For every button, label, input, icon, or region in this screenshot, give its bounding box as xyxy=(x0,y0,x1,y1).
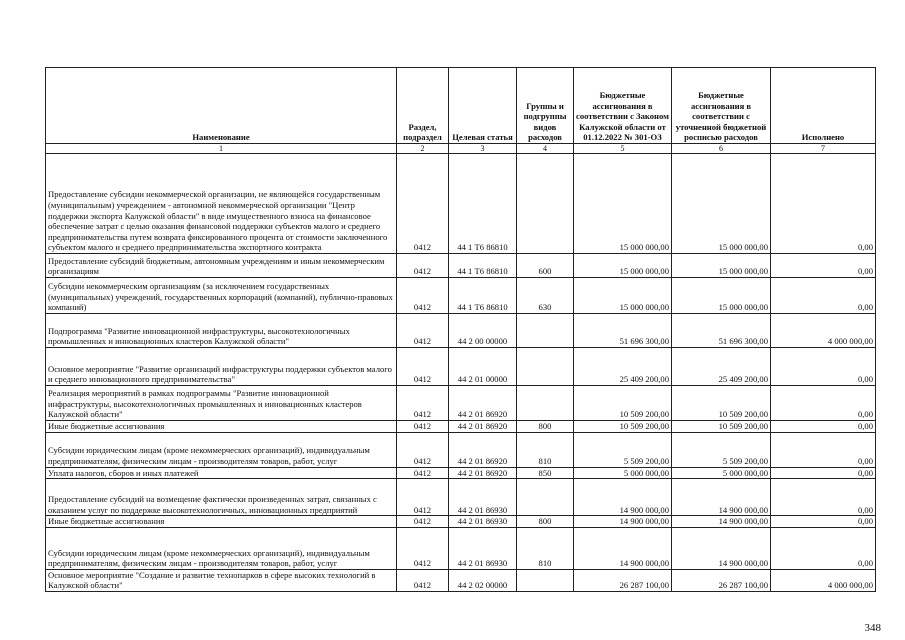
column-number: 3 xyxy=(449,144,517,154)
row-law-amount: 14 900 000,00 xyxy=(574,479,672,516)
row-section: 0412 xyxy=(397,421,449,433)
row-executed-amount: 4 000 000,00 xyxy=(771,569,876,591)
row-group xyxy=(517,314,574,348)
header-section: Раздел, подраздел xyxy=(397,68,449,144)
row-section: 0412 xyxy=(397,386,449,421)
row-revised-amount: 10 509 200,00 xyxy=(672,386,771,421)
row-name: Уплата налогов, сборов и иных платежей xyxy=(46,467,397,479)
row-target: 44 2 01 86920 xyxy=(449,432,517,467)
row-group: 810 xyxy=(517,432,574,467)
row-section: 0412 xyxy=(397,479,449,516)
row-section: 0412 xyxy=(397,516,449,528)
header-executed: Исполнено xyxy=(771,68,876,144)
table-row xyxy=(46,254,876,278)
budget-table xyxy=(45,67,876,592)
table-row xyxy=(46,516,876,528)
header-groups: Группы и подгруппы видов расходов xyxy=(517,68,574,144)
row-target: 44 2 01 86920 xyxy=(449,421,517,433)
row-group xyxy=(517,479,574,516)
row-group: 800 xyxy=(517,516,574,528)
row-target: 44 2 00 00000 xyxy=(449,314,517,348)
row-section: 0412 xyxy=(397,432,449,467)
row-section: 0412 xyxy=(397,348,449,386)
row-target: 44 2 02 00000 xyxy=(449,569,517,591)
table-row xyxy=(46,467,876,479)
row-law-amount: 51 696 300,00 xyxy=(574,314,672,348)
row-name: Предоставление субсидии некоммерческой организации, не являющейся государственным (муниципальным) учреждением - автономной некоммерческой организации "Центр поддержки экспорта Калужской области" в виде имущественного взноса на финансовое обеспечение затрат с целью оказания финансовой поддержки субъектов малого и среднего предпринимательства путем возврата фиксированного процента от стоимости заключенного субъектом малого и среднего предпринимательства экспортного контракта xyxy=(46,154,397,254)
row-law-amount: 15 000 000,00 xyxy=(574,254,672,278)
row-name: Реализация мероприятий в рамках подпрограммы "Развитие инновационной инфраструктуры, высокотехнологичных промышленных и инновационных кластеров Калужской области" xyxy=(46,386,397,421)
row-name: Иные бюджетные ассигнования xyxy=(46,516,397,528)
row-group xyxy=(517,154,574,254)
row-executed-amount: 0,00 xyxy=(771,516,876,528)
row-target: 44 2 01 86930 xyxy=(449,479,517,516)
row-group xyxy=(517,348,574,386)
header-law: Бюджетные ассигнования в соответствии с Законом Калужской области от 01.12.2022 № 301-ОЗ xyxy=(574,68,672,144)
row-section: 0412 xyxy=(397,527,449,569)
row-name: Основное мероприятие "Развитие организаций инфраструктуры поддержки субъектов малого и среднего инновационного предпринимательства" xyxy=(46,348,397,386)
column-number: 1 xyxy=(46,144,397,154)
row-revised-amount: 14 900 000,00 xyxy=(672,516,771,528)
row-executed-amount: 0,00 xyxy=(771,479,876,516)
row-target: 44 2 01 86920 xyxy=(449,386,517,421)
row-target: 44 1 Т6 86810 xyxy=(449,254,517,278)
row-section: 0412 xyxy=(397,154,449,254)
column-number-row xyxy=(46,144,876,154)
row-name: Субсидии некоммерческим организациям (за исключением государственных (муниципальных) учреждений, государственных корпораций (компаний), публично-правовых компаний) xyxy=(46,278,397,314)
header-name: Наименование xyxy=(46,68,397,144)
row-section: 0412 xyxy=(397,278,449,314)
row-law-amount: 14 900 000,00 xyxy=(574,516,672,528)
row-name: Иные бюджетные ассигнования xyxy=(46,421,397,433)
header-revised: Бюджетные ассигнования в соответствии с уточненной бюджетной росписью расходов xyxy=(672,68,771,144)
row-revised-amount: 15 000 000,00 xyxy=(672,154,771,254)
column-number: 4 xyxy=(517,144,574,154)
row-group xyxy=(517,386,574,421)
row-law-amount: 10 509 200,00 xyxy=(574,386,672,421)
row-revised-amount: 5 509 200,00 xyxy=(672,432,771,467)
row-law-amount: 15 000 000,00 xyxy=(574,154,672,254)
row-executed-amount: 4 000 000,00 xyxy=(771,314,876,348)
row-name: Подпрограмма "Развитие инновационной инфраструктуры, высокотехнологичных промышленных и инновационных кластеров Калужской области" xyxy=(46,314,397,348)
row-target: 44 2 01 00000 xyxy=(449,348,517,386)
row-revised-amount: 10 509 200,00 xyxy=(672,421,771,433)
column-number: 7 xyxy=(771,144,876,154)
row-executed-amount: 0,00 xyxy=(771,254,876,278)
row-name: Предоставление субсидий бюджетным, автономным учреждениям и иным некоммерческим организациям xyxy=(46,254,397,278)
row-executed-amount: 0,00 xyxy=(771,386,876,421)
row-executed-amount: 0,00 xyxy=(771,432,876,467)
row-law-amount: 15 000 000,00 xyxy=(574,278,672,314)
row-executed-amount: 0,00 xyxy=(771,154,876,254)
row-revised-amount: 5 000 000,00 xyxy=(672,467,771,479)
row-name: Предоставление субсидий на возмещение фактически произведенных затрат, связанных с оказанием услуг по поддержке высокотехнологичных, инновационных предприятий xyxy=(46,479,397,516)
row-group: 800 xyxy=(517,421,574,433)
row-target: 44 2 01 86930 xyxy=(449,516,517,528)
row-executed-amount: 0,00 xyxy=(771,348,876,386)
row-group: 850 xyxy=(517,467,574,479)
row-executed-amount: 0,00 xyxy=(771,527,876,569)
row-law-amount: 25 409 200,00 xyxy=(574,348,672,386)
row-executed-amount: 0,00 xyxy=(771,467,876,479)
row-law-amount: 5 000 000,00 xyxy=(574,467,672,479)
row-section: 0412 xyxy=(397,254,449,278)
row-revised-amount: 14 900 000,00 xyxy=(672,527,771,569)
row-section: 0412 xyxy=(397,467,449,479)
row-law-amount: 26 287 100,00 xyxy=(574,569,672,591)
table-row xyxy=(46,348,876,386)
table-row xyxy=(46,314,876,348)
table-row xyxy=(46,386,876,421)
page-number: 348 xyxy=(864,622,881,634)
row-name: Основное мероприятие "Создание и развитие технопарков в сфере высоких технологий в Калужской области" xyxy=(46,569,397,591)
row-group: 630 xyxy=(517,278,574,314)
column-number: 2 xyxy=(397,144,449,154)
row-executed-amount: 0,00 xyxy=(771,278,876,314)
row-target: 44 1 Т6 86810 xyxy=(449,154,517,254)
row-executed-amount: 0,00 xyxy=(771,421,876,433)
row-group: 810 xyxy=(517,527,574,569)
row-name: Субсидии юридическим лицам (кроме некоммерческих организаций), индивидуальным предпринимателям, физическим лицам - производителям товаров, работ, услуг xyxy=(46,432,397,467)
table-row xyxy=(46,479,876,516)
row-law-amount: 14 900 000,00 xyxy=(574,527,672,569)
row-revised-amount: 26 287 100,00 xyxy=(672,569,771,591)
row-target: 44 2 01 86920 xyxy=(449,467,517,479)
row-revised-amount: 14 900 000,00 xyxy=(672,479,771,516)
table-row xyxy=(46,421,876,433)
row-group xyxy=(517,569,574,591)
row-group: 600 xyxy=(517,254,574,278)
row-name: Субсидии юридическим лицам (кроме некоммерческих организаций), индивидуальным предпринимателям, физическим лицам - производителям товаров, работ, услуг xyxy=(46,527,397,569)
header-target: Целевая статья xyxy=(449,68,517,144)
row-law-amount: 5 509 200,00 xyxy=(574,432,672,467)
row-revised-amount: 15 000 000,00 xyxy=(672,278,771,314)
table-row xyxy=(46,569,876,591)
row-revised-amount: 25 409 200,00 xyxy=(672,348,771,386)
row-law-amount: 10 509 200,00 xyxy=(574,421,672,433)
table-header-row xyxy=(46,68,876,144)
row-target: 44 2 01 86930 xyxy=(449,527,517,569)
table-row xyxy=(46,154,876,254)
row-section: 0412 xyxy=(397,569,449,591)
row-revised-amount: 15 000 000,00 xyxy=(672,254,771,278)
table-row xyxy=(46,278,876,314)
table-row xyxy=(46,527,876,569)
row-revised-amount: 51 696 300,00 xyxy=(672,314,771,348)
table-row xyxy=(46,432,876,467)
column-number: 5 xyxy=(574,144,672,154)
row-section: 0412 xyxy=(397,314,449,348)
column-number: 6 xyxy=(672,144,771,154)
row-target: 44 1 Т6 86810 xyxy=(449,278,517,314)
